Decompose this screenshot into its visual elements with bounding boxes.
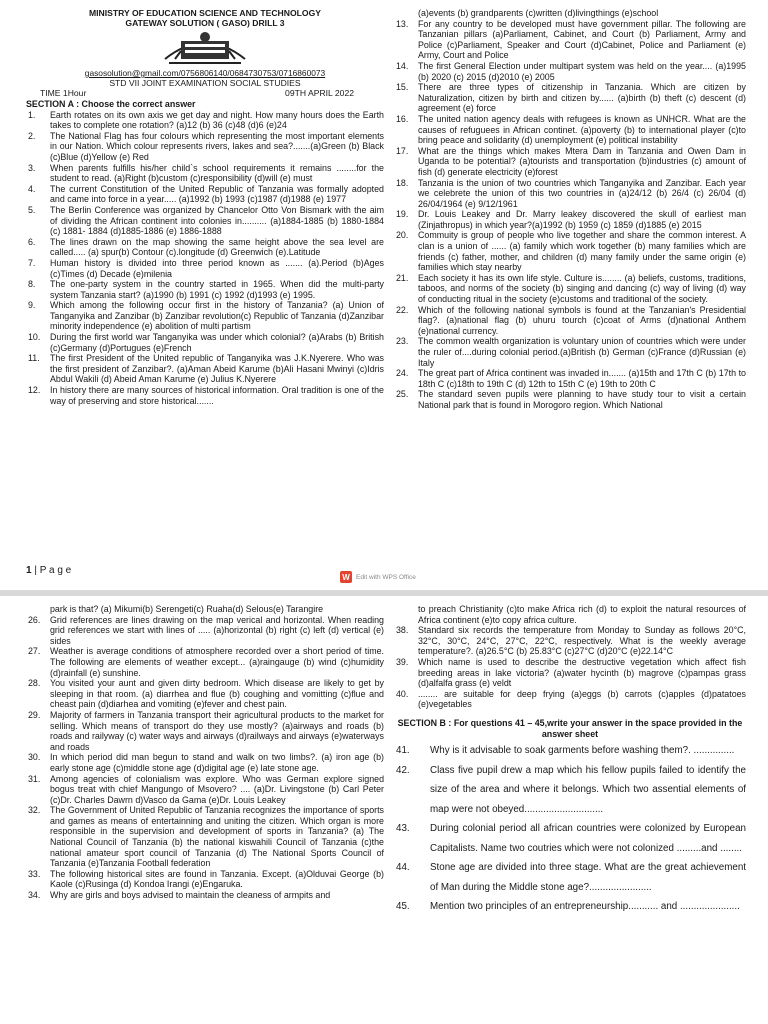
question-continuation: (a)events (b) grandparents (c)written (d)livingthings (e)school bbox=[418, 8, 659, 18]
question-text: Earth rotates on its own axis we get day and night. How many hours does the Earth takes to complete one rotation? (a)12 (b) 36 (c)48 (d)6 (e)24 bbox=[50, 109, 384, 131]
question-item bbox=[394, 657, 746, 689]
exam-meta bbox=[26, 88, 384, 98]
page1-right-column bbox=[394, 8, 746, 411]
exam-date: 09TH APRIL 2022 bbox=[285, 88, 354, 98]
section-b-heading: SECTION B : For questions 41 – 45,write your answer in the space provided in the answer sheet bbox=[397, 717, 743, 739]
question-item bbox=[26, 646, 384, 678]
question-text: Majority of farmers in Tanzania transport their agricultural products to the market for selling. Which means of transport do they use mostly? (a)airways and roads (b) roads and railyway (c) water ways and airways (d)railways and airways (e)waterways and roads bbox=[50, 709, 384, 752]
question-number: 11. bbox=[28, 353, 40, 364]
question-number: 29. bbox=[28, 709, 41, 720]
question-number: 24. bbox=[396, 368, 409, 379]
page2-left-column bbox=[26, 604, 384, 901]
question-text: Standard six records the temperature from Monday to Sunday as follows 20°C, 32°C, 30°C, 24°C, 27°C, 22°C, respectively. What is the weekly average temperature?. (a)26.5°C (b) 25.83°C (c)27°C (d)20°C (e)22.14°C bbox=[418, 625, 746, 657]
question-text: The first President of the United republic of Tanganyika was J.K.Nyerere. Who was the first president of Zanzibar?. (a)Aman Abeid Karume (b)Ali Hasani Mwinyi (c)Idris Abdul Wakili (d) Abeid Aman Karume (e) Julius K.Nyerere bbox=[50, 353, 384, 385]
question-text: The one-party system in the country started in 1965. When did the multi-party system Tanzania start? (a)1990 (b) 1991 (c) 1992 (d)1993 (e) 1995. bbox=[50, 279, 384, 300]
question-text: The current Constitution of the United Republic of Tanzania was formally adopted and came into force in a year..... (a)1992 (b) 1993 (c)1987 (d)1988 (e) 1977 bbox=[50, 183, 384, 205]
question-text: Mention two principles of an entrepreneurship........... and ...................... bbox=[430, 901, 740, 913]
question-continuation: to preach Christianity (c)to make Africa rich (d) to exploit the natural resources of Africa continent (e)to copy africa culture. bbox=[418, 604, 746, 625]
question-number: 4. bbox=[28, 183, 36, 194]
question-list bbox=[394, 19, 746, 411]
wps-edit-link[interactable] bbox=[340, 571, 416, 583]
contact-email: gasosolution@gmail.com/0756806140/0684730753/0716860073 bbox=[84, 68, 326, 78]
question-text: Dr. Louis Leakey and Dr. Marry leakey discovered the skull of earliest man (Zinjathropus) in which year?(a)1992 (b) 1959 (c) 1859 (d)1885 (e) 2015 bbox=[418, 209, 746, 230]
question-number: 33. bbox=[28, 868, 41, 879]
question-item bbox=[394, 625, 746, 657]
question-item bbox=[394, 761, 746, 820]
question-item bbox=[394, 305, 746, 337]
question-item bbox=[26, 258, 384, 279]
question-text: Class five pupil drew a map which his fellow pupils failed to identify the size of the area and where it belongs. Which two assential elements of map were not obeyed............................. bbox=[430, 764, 746, 815]
question-number: 18. bbox=[396, 177, 409, 188]
question-text: Which among the following occur first in the history of Tanzania? (a) Union of Tanganyika and Zanzibar (b) Zanzibar revolution(c) Republic of Tanzania (d)Zanzibar minority independence (e) abolition of multi partism bbox=[50, 300, 384, 332]
wps-icon: W bbox=[340, 571, 352, 583]
exam-time: TIME 1Hour bbox=[40, 88, 87, 98]
question-text: Which name is used to describe the destructive vegetation which affect fish breeding areas in lake victoria? (a)water hycinth (b) magrove (c)pampas grass (d)alfalfa grass (e) veldt bbox=[418, 656, 746, 689]
question-text: Each society it has its own life style. Culture is........ (a) beliefs, customs, traditions, taboos, and norms of the society (b) singing and dancing (c) way of living (d) way of conducting ritual in the society (e)customs and traditional of the society. bbox=[418, 272, 746, 305]
question-text: When parents fulfills his/her child`s school requirements it remains ........for the student to read. (a)Right (b)custom (c)responsibility (d)will (e) must bbox=[50, 162, 384, 184]
question-number: 9. bbox=[28, 300, 36, 311]
question-number: 14. bbox=[396, 60, 409, 71]
question-number: 10. bbox=[28, 332, 41, 343]
page1-left-column bbox=[26, 8, 384, 406]
question-text: Among agencies of colonialism was explore. Who was German explore signed bogus treat with chief Mangungo of Msovero? .... (a)Dr. Livingstone (b) Carl Peter (c)Dr. Charles Dawrn d)Vasco da Gama (e)Dr. Louis Leakey bbox=[50, 773, 384, 805]
question-number: 12. bbox=[28, 385, 41, 396]
question-item bbox=[26, 184, 384, 205]
question-item bbox=[26, 205, 384, 237]
question-number: 39. bbox=[396, 656, 409, 667]
question-list bbox=[26, 110, 384, 407]
question-number: 16. bbox=[396, 113, 409, 124]
question-text: The Government of United Republic of Tanzania recognizes the importance of sports and games as means of entertainning and uniting the citizen. Which organ is more responsible in the supervision and development of sports in Tanzania? (a) The National Council of Tanzania (b) the national kiswahili Council of Tanzania (c)the national amateur sport council of Tanzania (d) The National Sports Council of Tanzania (e)Tanzania Football federation bbox=[50, 805, 384, 869]
question-item bbox=[394, 858, 746, 897]
ministry-title: MINISTRY OF EDUCATION SCIENCE AND TECHNOLOGY bbox=[88, 8, 322, 18]
question-text: Why is it advisable to soak garments before washing them?. ............... bbox=[430, 745, 735, 757]
page-number: 1 bbox=[26, 565, 32, 576]
question-number: 40. bbox=[396, 688, 409, 699]
question-text: In which period did man begun to stand and walk on two limbs?. (a) iron age (b) early stone age (c)middle stone age (d)digital age (e) late stone age. bbox=[50, 752, 384, 773]
question-item bbox=[394, 61, 746, 82]
question-text: Human history is divided into three period known as ....... (a).Period (b)Ages (c)Times (d) Decade (e)milenia bbox=[50, 257, 384, 279]
page-footer bbox=[26, 565, 71, 576]
question-number: 32. bbox=[28, 805, 41, 816]
question-item bbox=[26, 163, 384, 184]
question-number: 3. bbox=[28, 162, 36, 173]
question-item bbox=[394, 19, 746, 61]
question-number: 1. bbox=[28, 109, 36, 120]
question-number: 20. bbox=[396, 230, 409, 241]
section-b-question-list bbox=[394, 741, 746, 917]
question-number: 44. bbox=[396, 862, 410, 874]
question-continuation: park is that? (a) Mikumi(b) Serengeti(c) Ruaha(d) Selous(e) Tarangire bbox=[50, 604, 324, 614]
question-text: The Berlin Conference was organized by Chancelor Otto Von Bismark with the aim of dividing the African continent into colonies in.......... (a)1884-1885 (b) 1880-1884 (c) 1881- 1884 (d)1885-1886 (e) 1886-1888 bbox=[50, 204, 384, 237]
question-text: What are the things which makes Mtera Dam in Tanzania and Owen Dam in Uganda to be potential? (a)tourists and transportation (b)industries (c) amount of fish (d) generate electricity (e)forest bbox=[418, 145, 746, 177]
question-item bbox=[26, 385, 384, 406]
question-text: The following historical sites are found in Tanzania. Except. (a)Olduvai George (b) Kaole (c)Rusinga (d) Kondoa Irangi (e)Engaruka. bbox=[50, 868, 384, 890]
wps-edit-label: Edit with WPS Office bbox=[356, 573, 416, 581]
question-number: 42. bbox=[396, 764, 410, 776]
question-item bbox=[26, 131, 384, 163]
question-text: Grid references are lines drawing on the map verical and horizontal. When reading grid references we start with lines of ..... (a)horizontal (b) right (c) left (d) vertical (e) sides bbox=[50, 614, 384, 646]
question-item bbox=[394, 209, 746, 230]
question-number: 41. bbox=[396, 745, 410, 757]
question-item bbox=[394, 82, 746, 114]
question-number: 26. bbox=[28, 614, 41, 625]
question-item bbox=[26, 678, 384, 710]
question-number: 38. bbox=[396, 625, 409, 636]
question-number: 17. bbox=[396, 145, 409, 156]
question-item bbox=[394, 819, 746, 858]
crest-logo-icon bbox=[145, 29, 265, 67]
question-number: 2. bbox=[28, 130, 36, 141]
question-text: The standard seven pupils were planning to have study tour to visit a certain National park that is found in Morogoro region. Which National bbox=[418, 389, 746, 410]
question-number: 28. bbox=[28, 678, 41, 689]
question-item bbox=[26, 774, 384, 806]
question-item bbox=[26, 279, 384, 300]
page-2 bbox=[0, 596, 768, 1024]
question-item bbox=[394, 741, 746, 761]
question-item bbox=[394, 689, 746, 710]
question-number: 5. bbox=[28, 204, 36, 215]
question-item bbox=[26, 237, 384, 258]
question-item bbox=[26, 110, 384, 131]
question-number: 45. bbox=[396, 901, 410, 913]
question-item bbox=[394, 389, 746, 410]
question-number: 21. bbox=[396, 272, 409, 283]
question-item bbox=[394, 146, 746, 178]
question-text: During the first world war Tanganyika was under which colonial? (a)Arabs (b) British (c)Germany (d)Portugues (e)French bbox=[50, 332, 384, 353]
question-number: 27. bbox=[28, 646, 41, 657]
question-text: Why are girls and boys advised to maintain the cleaness of armpits and bbox=[50, 890, 331, 901]
question-number: 25. bbox=[396, 389, 409, 400]
question-number: 30. bbox=[28, 752, 41, 763]
question-text: Commuity is group of people who live together and share the common interest. A clan is a union of ...... (a) family which work together (b) many families which are friends (c) father, mother, and children (d) many family under the same origin (e) families which stay nearby bbox=[418, 230, 746, 273]
question-text: The first General Election under multipart system was held on the year.... (a)1995 (b) 2020 (c) 2015 (d)2010 (e) 2005 bbox=[418, 60, 746, 82]
question-text: The common wealth organization is voluntary union of countries which were under the ruler of....during colonial period.(a)British (b) German (c)France (d)Russian (e) Italy bbox=[418, 336, 746, 368]
question-item bbox=[394, 273, 746, 305]
question-item bbox=[26, 353, 384, 385]
exam-title: STD VII JOINT EXAMINATION SOCIAL STUDIES bbox=[109, 78, 301, 88]
question-text: The united nation agency deals with refugees is known as UNHCR. What are the causes of refuguees in African continet. (a)poverty (b) to international player (c)to bring peace and solidarity (d) unemployment (e) political instability bbox=[418, 113, 746, 146]
question-number: 34. bbox=[28, 890, 41, 901]
question-item bbox=[394, 230, 746, 272]
question-text: The National Flag has four colours which representing the most important elements in our Nation. Which colour represents rivers, lakes and sea?.......(a)Green (b) Black (c)Blue (d)Yellow (e) Red bbox=[50, 130, 384, 162]
question-number: 43. bbox=[396, 823, 410, 835]
question-text: During colonial period all african countries were colonized by European Capitalists. Name two coutries which were not colonized .........and ........ bbox=[430, 823, 746, 854]
question-text: Stone age are divided into three stage. What are the great achievement of Man during the Middle stone age?....................... bbox=[430, 862, 746, 893]
page2-right-column bbox=[394, 604, 746, 917]
question-text: Tanzania is the union of two countries which Tanganyika and Zanzibar. Each year we celebrete the union of this two countries in (a)24/12 (b) 26/4 (c) 26/04 (d) 26/04/1964 (e) 9/12/1961 bbox=[418, 177, 746, 209]
question-number: 19. bbox=[396, 209, 409, 220]
question-item bbox=[26, 332, 384, 353]
question-text: In history there are many sources of historical information. Oral tradition is one of the way of preserving and store historical....... bbox=[50, 385, 384, 406]
question-number: 8. bbox=[28, 279, 36, 290]
question-number: 13. bbox=[396, 18, 409, 29]
question-item bbox=[26, 710, 384, 752]
question-item bbox=[394, 368, 746, 389]
question-item bbox=[26, 890, 384, 901]
question-text: The lines drawn on the map showing the same height above the sea level are called..... (a) spur(b) Contour (c).longitude (d) Greenwich (e).Latitude bbox=[50, 236, 384, 258]
question-text: For any country to be developed must have government pillar. The following are Tanzanian pillars (a)Parliament, Cabinet, and Court (b) Parliament, Army and Police (c)Parliament, Speaker and Court (d)Cabinet, Police and Parliament (e) Army, Court and Police bbox=[418, 18, 746, 61]
question-number: 31. bbox=[28, 773, 41, 784]
question-number: 6. bbox=[28, 236, 36, 247]
question-item bbox=[26, 869, 384, 890]
question-item bbox=[26, 805, 384, 869]
question-text: The great part of Africa continent was invaded in....... (a)15th and 17th C (b) 17th to 18th C (c)18th to 19th C (d) 12th to 15th C (e) 19th to 20th C bbox=[418, 368, 746, 389]
question-text: Which of the following national symbols is found at the Tanzanian's Presidential flag?. (a)national flag (b) uhuru tourch (c)coat of Arms (d)national Anthem (e)national currency. bbox=[418, 304, 746, 336]
question-text: There are three types of citizenship in Tanzania. Which are citizen by Naturalization, citizen by birth and citizen by...... (a)birth (b) theft (c) descent (d) agreement (e) force bbox=[418, 82, 746, 114]
question-list bbox=[26, 615, 384, 901]
question-list bbox=[394, 625, 746, 710]
question-text: You visited your aunt and given dirty bedroom. Which disease are likely to get by sleeping in that room. (a) diarrhea and flue (b) coughing and vomitting (c)flue and cheast pain (d)diarhea and vomiting (e)fever and chest pain. bbox=[50, 678, 384, 710]
drill-title: GATEWAY SOLUTION ( GASO) DRILL 3 bbox=[125, 18, 285, 28]
question-number: 7. bbox=[28, 257, 36, 268]
question-item bbox=[394, 336, 746, 368]
question-item bbox=[26, 752, 384, 773]
question-number: 15. bbox=[396, 82, 409, 93]
question-item bbox=[394, 114, 746, 146]
question-item bbox=[394, 178, 746, 210]
question-item bbox=[26, 615, 384, 647]
question-text: Weather is average conditions of atmosphere recorded over a short period of time. The following are elements of weather except... (a)raingauge (b) wind (c)humidity (d)rainfall (e) sunshine. bbox=[50, 646, 384, 678]
question-number: 23. bbox=[396, 336, 409, 347]
question-item bbox=[394, 897, 746, 917]
question-number: 22. bbox=[396, 304, 409, 315]
section-a-heading: SECTION A : Choose the correct answer bbox=[26, 99, 196, 109]
page-sep: | bbox=[31, 565, 40, 576]
question-item bbox=[26, 300, 384, 332]
page-label: P a g e bbox=[39, 565, 72, 576]
question-text: ........ are suitable for deep frying (a)eggs (b) carrots (c)apples (d)patatoes (e)vegetables bbox=[418, 688, 746, 710]
